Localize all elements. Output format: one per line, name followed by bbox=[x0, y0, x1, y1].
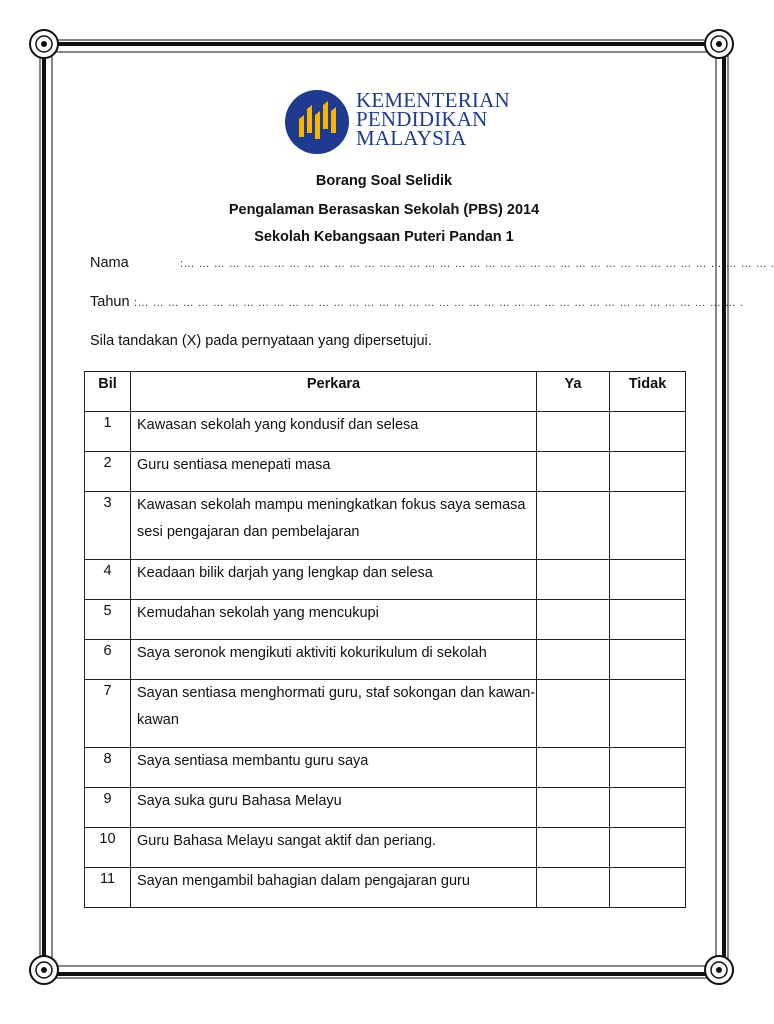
row-perkara: Saya suka guru Bahasa Melayu bbox=[131, 788, 537, 828]
row-bil: 10 bbox=[85, 828, 131, 868]
table-row bbox=[85, 788, 686, 828]
row-bil: 1 bbox=[85, 412, 131, 452]
instruction-text: Sila tandakan (X) pada pernyataan yang dipersetujui. bbox=[90, 333, 432, 349]
row-bil: 7 bbox=[85, 680, 131, 748]
ya-checkbox-cell[interactable] bbox=[537, 788, 610, 828]
logo-line-3: MALAYSIA bbox=[356, 126, 467, 150]
table-row bbox=[85, 680, 686, 748]
table-row bbox=[85, 828, 686, 868]
ministry-logo bbox=[282, 89, 512, 155]
nama-label: Nama bbox=[90, 255, 129, 271]
tidak-checkbox-cell[interactable] bbox=[610, 868, 686, 908]
tahun-input-line[interactable]: :… … … … … … … … … … … … … … … … … … … … … … … … … … … … … … … … … … … … … … … … . bbox=[134, 297, 744, 309]
form-subtitle: Pengalaman Berasaskan Sekolah (PBS) 2014 bbox=[228, 202, 540, 218]
row-perkara: Kawasan sekolah yang kondusif dan selesa bbox=[131, 412, 537, 452]
ya-checkbox-cell[interactable] bbox=[537, 680, 610, 748]
row-perkara: Guru Bahasa Melayu sangat aktif dan periang. bbox=[131, 828, 537, 868]
row-bil: 2 bbox=[85, 452, 131, 492]
row-perkara: Kawasan sekolah mampu meningkatkan fokus saya semasa sesi pengajaran dan pembelajaran bbox=[131, 492, 537, 560]
tidak-checkbox-cell[interactable] bbox=[610, 560, 686, 600]
tidak-checkbox-cell[interactable] bbox=[610, 788, 686, 828]
nama-input-line[interactable]: :… … … … … … … … … … … … … … … … … … … … … … … … … … … … … … … … … … … … … … … . bbox=[180, 258, 774, 270]
school-name: Sekolah Kebangsaan Puteri Pandan 1 bbox=[254, 229, 514, 245]
tahun-label: Tahun bbox=[90, 294, 130, 310]
header-ya: Ya bbox=[537, 372, 610, 412]
row-perkara: Guru sentiasa menepati masa bbox=[131, 452, 537, 492]
ya-checkbox-cell[interactable] bbox=[537, 560, 610, 600]
tidak-checkbox-cell[interactable] bbox=[610, 452, 686, 492]
table-row bbox=[85, 452, 686, 492]
header-perkara: Perkara bbox=[131, 372, 537, 412]
row-perkara: Saya sentiasa membantu guru saya bbox=[131, 748, 537, 788]
ya-checkbox-cell[interactable] bbox=[537, 492, 610, 560]
header-tidak: Tidak bbox=[610, 372, 686, 412]
table-row bbox=[85, 412, 686, 452]
row-perkara: Kemudahan sekolah yang mencukupi bbox=[131, 600, 537, 640]
tidak-checkbox-cell[interactable] bbox=[610, 680, 686, 748]
tidak-checkbox-cell[interactable] bbox=[610, 748, 686, 788]
table-row bbox=[85, 492, 686, 560]
row-bil: 8 bbox=[85, 748, 131, 788]
form-title: Borang Soal Selidik bbox=[315, 173, 453, 189]
ya-checkbox-cell[interactable] bbox=[537, 412, 610, 452]
row-bil: 3 bbox=[85, 492, 131, 560]
row-bil: 9 bbox=[85, 788, 131, 828]
table-row bbox=[85, 600, 686, 640]
ya-checkbox-cell[interactable] bbox=[537, 640, 610, 680]
header-bil: Bil bbox=[85, 372, 131, 412]
ya-checkbox-cell[interactable] bbox=[537, 828, 610, 868]
ya-checkbox-cell[interactable] bbox=[537, 748, 610, 788]
tidak-checkbox-cell[interactable] bbox=[610, 828, 686, 868]
row-bil: 6 bbox=[85, 640, 131, 680]
row-perkara: Sayan mengambil bahagian dalam pengajaran guru bbox=[131, 868, 537, 908]
table-row bbox=[85, 748, 686, 788]
tidak-checkbox-cell[interactable] bbox=[610, 600, 686, 640]
logo-emblem-icon bbox=[282, 89, 352, 155]
logo-line-2: PENDIDIKAN bbox=[356, 107, 488, 131]
row-bil: 5 bbox=[85, 600, 131, 640]
table-row bbox=[85, 640, 686, 680]
table-row bbox=[85, 560, 686, 600]
corner-ornament-top-left bbox=[30, 30, 58, 58]
table-row bbox=[85, 868, 686, 908]
row-perkara: Sayan sentiasa menghormati guru, staf sokongan dan kawan-kawan bbox=[131, 680, 537, 748]
survey-table bbox=[84, 371, 686, 908]
corner-ornament-top-right bbox=[705, 30, 733, 58]
row-perkara: Keadaan bilik darjah yang lengkap dan selesa bbox=[131, 560, 537, 600]
logo-line-1: KEMENTERIAN bbox=[356, 88, 510, 112]
ya-checkbox-cell[interactable] bbox=[537, 600, 610, 640]
logo-text bbox=[356, 88, 510, 150]
tidak-checkbox-cell[interactable] bbox=[610, 412, 686, 452]
corner-ornament-bottom-right bbox=[705, 956, 733, 984]
tidak-checkbox-cell[interactable] bbox=[610, 640, 686, 680]
ya-checkbox-cell[interactable] bbox=[537, 452, 610, 492]
row-perkara: Saya seronok mengikuti aktiviti kokurikulum di sekolah bbox=[131, 640, 537, 680]
row-bil: 11 bbox=[85, 868, 131, 908]
tidak-checkbox-cell[interactable] bbox=[610, 492, 686, 560]
row-bil: 4 bbox=[85, 560, 131, 600]
ya-checkbox-cell[interactable] bbox=[537, 868, 610, 908]
table-header-row bbox=[85, 372, 686, 412]
corner-ornament-bottom-left bbox=[30, 956, 58, 984]
